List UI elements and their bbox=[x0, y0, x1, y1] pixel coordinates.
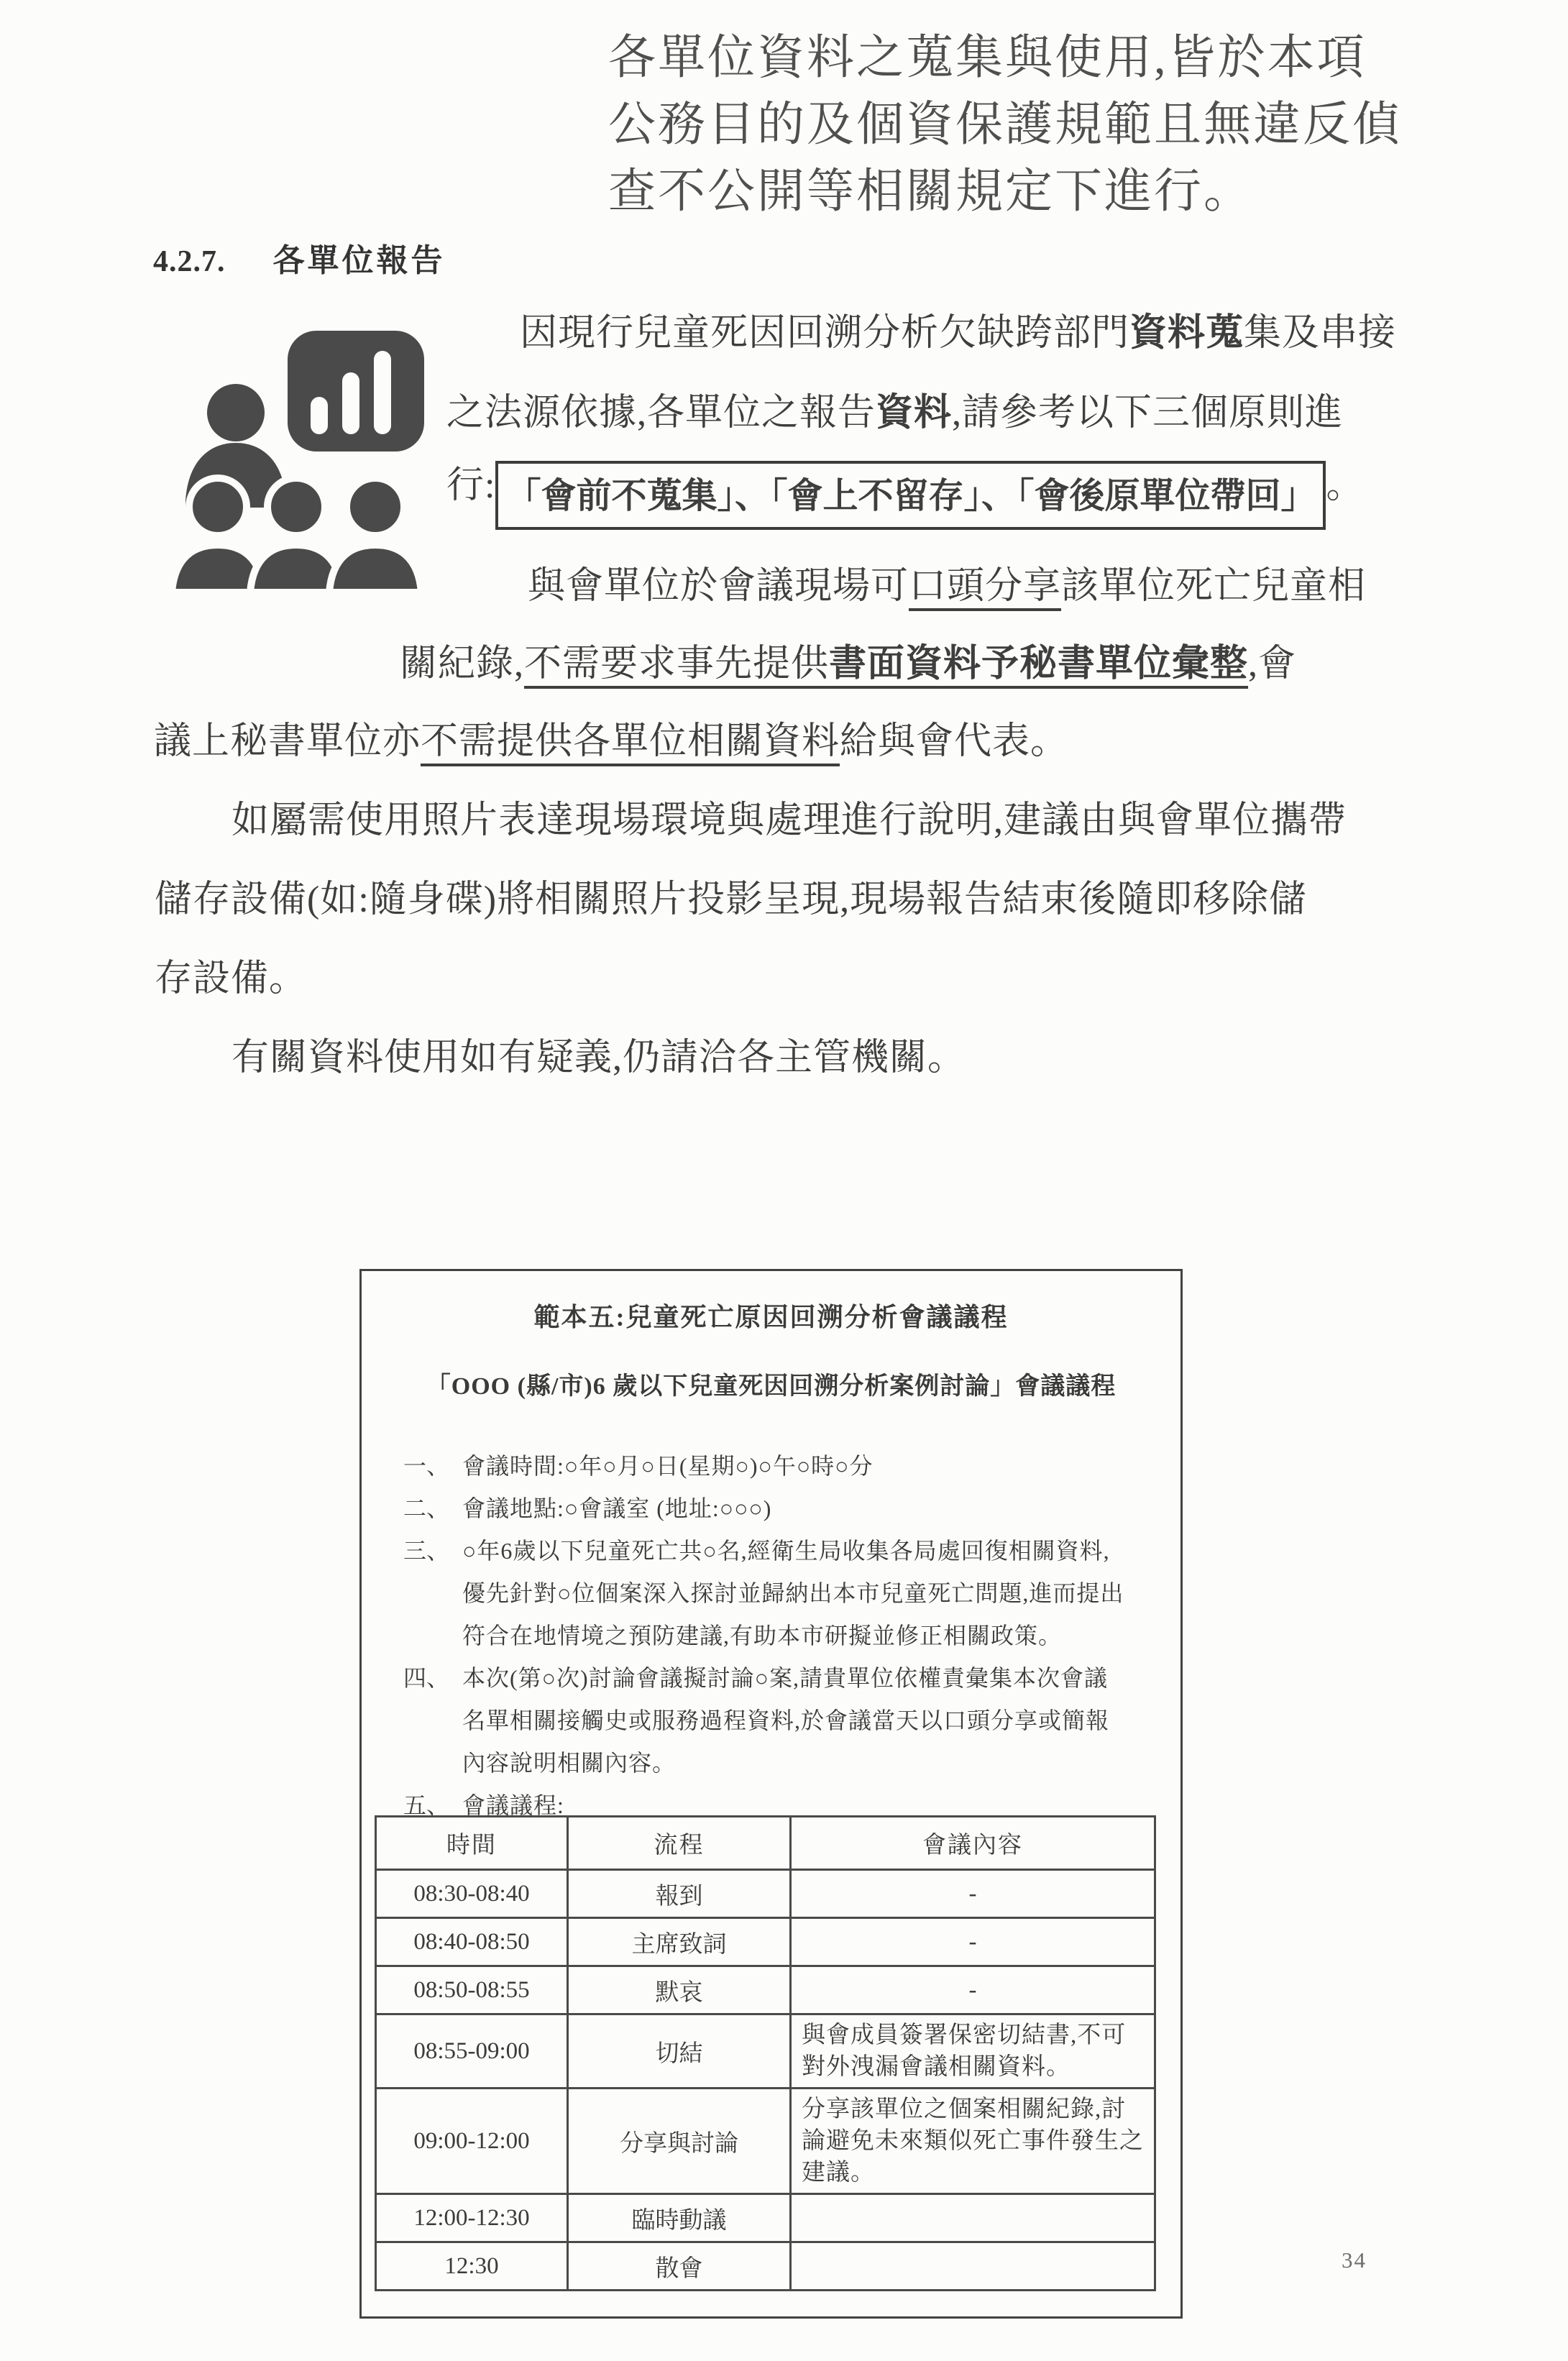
section-heading bbox=[153, 234, 446, 280]
table-row bbox=[376, 2089, 1155, 2194]
cell-step: 臨時動議 bbox=[568, 2194, 791, 2242]
table-row bbox=[376, 1918, 1155, 1966]
cell-time: 12:00-12:30 bbox=[376, 2194, 568, 2242]
paragraph-line: 與會單位於會議現場可口頭分享該單位死亡兒童相 bbox=[528, 566, 1367, 607]
table-row bbox=[376, 2014, 1155, 2089]
cell-step: 報到 bbox=[568, 1870, 791, 1918]
cell-content bbox=[791, 2194, 1155, 2242]
paragraph-line: 存設備。 bbox=[155, 958, 308, 999]
section-title: 各單位報告 bbox=[272, 243, 446, 278]
agenda-item-number: 四、 bbox=[403, 1665, 450, 1691]
cell-content: 與會成員簽署保密切結書,不可對外洩漏會議相關資料。 bbox=[791, 2014, 1155, 2089]
agenda-item-number: 三、 bbox=[403, 1538, 450, 1564]
agenda-template-box bbox=[359, 1269, 1183, 2319]
table-row bbox=[376, 2242, 1155, 2291]
agenda-item bbox=[403, 1657, 1128, 1784]
agenda-item-text: 會議議程: bbox=[462, 1792, 564, 1818]
intro-line: 查不公開等相關規定下進行。 bbox=[608, 165, 1253, 218]
paragraph-line: 儲存設備(如:隨身碟)將相關照片投影呈現,現場報告結束後隨即移除儲 bbox=[155, 879, 1308, 920]
cell-time: 08:50-08:55 bbox=[376, 1966, 568, 2014]
cell-step: 分享與討論 bbox=[568, 2089, 791, 2194]
cell-time: 08:40-08:50 bbox=[376, 1918, 568, 1966]
agenda-item-text: ○年6歲以下兒童死亡共○名,經衛生局收集各局處回復相關資料,優先針對○位個案深入探討並歸納出本市兒童死亡問題,進而提出符合在地情境之預防建議,有助本市研擬並修正相關政策。 bbox=[462, 1538, 1124, 1649]
section-number: 4.2.7. bbox=[153, 245, 226, 278]
cell-time: 12:30 bbox=[376, 2242, 568, 2291]
intro-line: 公務目的及個資保護規範且無違反偵 bbox=[608, 98, 1402, 151]
cell-content: 分享該單位之個案相關紀錄,討論避免未來類似死亡事件發生之建議。 bbox=[791, 2089, 1155, 2194]
agenda-item-text: 會議地點:○會議室 (地址:○○○) bbox=[462, 1495, 772, 1521]
intro-line: 各單位資料之蒐集與使用,皆於本項 bbox=[608, 32, 1367, 84]
agenda-schedule-table bbox=[375, 1815, 1156, 2291]
cell-time: 09:00-12:00 bbox=[376, 2089, 568, 2194]
column-header-content: 會議內容 bbox=[791, 1817, 1155, 1870]
agenda-item-number: 一、 bbox=[403, 1453, 450, 1479]
cell-step: 主席致詞 bbox=[568, 1918, 791, 1966]
agenda-item-text: 會議時間:○年○月○日(星期○)○午○時○分 bbox=[462, 1453, 874, 1479]
agenda-item-number: 二、 bbox=[403, 1495, 450, 1521]
paragraph-line: 有關資料使用如有疑義,仍請洽各主管機關。 bbox=[231, 1037, 966, 1078]
paragraph-line: 如屬需使用照片表達現場環境與處理進行說明,建議由與會單位攜帶 bbox=[231, 800, 1347, 841]
cell-step: 散會 bbox=[568, 2242, 791, 2291]
agenda-item bbox=[403, 1530, 1128, 1657]
cell-step: 切結 bbox=[568, 2014, 791, 2089]
cell-content: - bbox=[791, 1918, 1155, 1966]
table-row bbox=[376, 2194, 1155, 2242]
table-header-row bbox=[376, 1817, 1155, 1870]
agenda-template-title: 範本五:兒童死亡原因回溯分析會議議程 bbox=[533, 1303, 1009, 1331]
column-header-step: 流程 bbox=[568, 1817, 791, 1870]
agenda-item-number: 五、 bbox=[403, 1792, 450, 1818]
cell-content: - bbox=[791, 1870, 1155, 1918]
page-number: 34 bbox=[1342, 2247, 1367, 2273]
intro-paragraph bbox=[608, 24, 1402, 225]
cell-content: - bbox=[791, 1966, 1155, 2014]
cell-step: 默哀 bbox=[568, 1966, 791, 2014]
agenda-meeting-title: 「OOO (縣/市)6 歲以下兒童死因回溯分析案例討論」會議議程 bbox=[426, 1373, 1117, 1400]
agenda-item bbox=[403, 1445, 1128, 1487]
paragraph-line: 議上秘書單位亦不需提供各單位相關資料給與會代表。 bbox=[154, 721, 1069, 762]
cell-content bbox=[791, 2242, 1155, 2291]
agenda-item-text: 本次(第○次)討論會議擬討論○案,請貴單位依權責彙集本次會議名單相關接觸史或服務過程資料,於會議當天以口頭分享或簡報內容說明相關內容。 bbox=[462, 1665, 1110, 1776]
paragraph-line: 關紀錄,不需要求事先提供書面資料予秘書單位彙整,會 bbox=[400, 643, 1297, 684]
agenda-item bbox=[403, 1487, 1128, 1530]
audience-presentation-icon bbox=[164, 325, 424, 592]
agenda-item-list bbox=[403, 1445, 1128, 1827]
paragraph-line-principles: 行: 「會前不蒐集」、「會上不留存」、「會後原單位帶回」 。 bbox=[446, 454, 1364, 530]
table-row bbox=[376, 1870, 1155, 1918]
cell-time: 08:30-08:40 bbox=[376, 1870, 568, 1918]
cell-time: 08:55-09:00 bbox=[376, 2014, 568, 2089]
column-header-time: 時間 bbox=[376, 1817, 568, 1870]
table-row bbox=[376, 1966, 1155, 2014]
paragraph-line: 因現行兒童死因回溯分析欠缺跨部門資料蒐集及串接 bbox=[520, 313, 1397, 354]
paragraph-line: 之法源依據,各單位之報告資料,請參考以下三個原則進 bbox=[446, 393, 1344, 434]
